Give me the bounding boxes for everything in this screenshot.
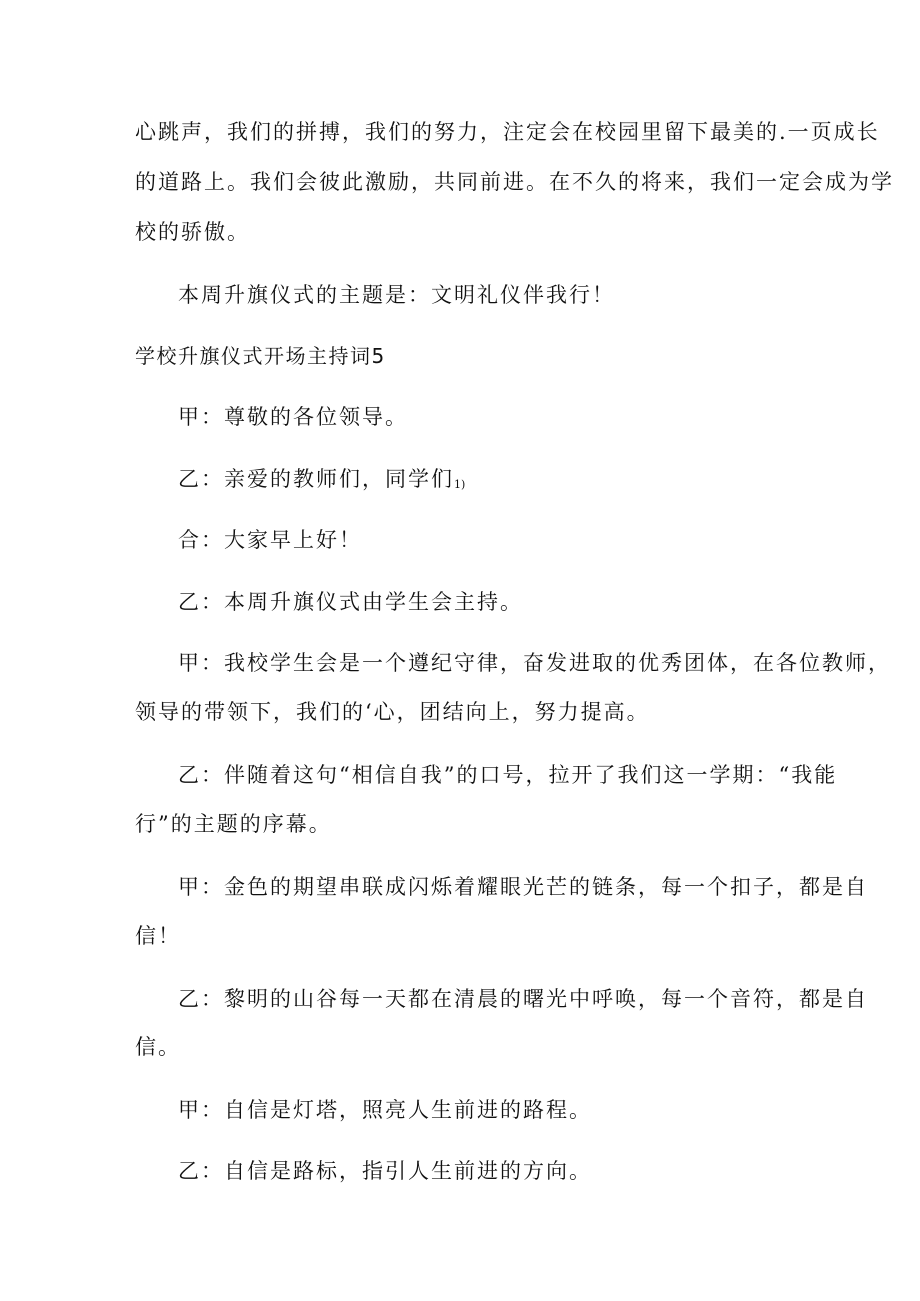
dialogue-line-8: 行”的主题的序幕。 xyxy=(135,812,332,836)
dialogue-line-6: 领导的带领下，我们的‘心，团结向上，努力提高。 xyxy=(135,700,650,724)
paragraph-line-2: 的道路上。我们会彼此激励，共同前进。在不久的将来，我们一定会成为学 xyxy=(135,170,894,194)
dialogue-line-12: 信。 xyxy=(135,1035,181,1059)
dialogue-line-13: 甲：自信是灯塔，照亮人生前进的路程。 xyxy=(178,1098,592,1122)
dialogue-line-9: 甲：金色的期望串联成闪烁着耀眼光芒的链条，每一个扣子，都是自 xyxy=(178,875,868,899)
paragraph-line-3: 校的骄傲。 xyxy=(135,220,250,244)
dialogue-line-10: 信！ xyxy=(135,924,181,948)
dialogue-line-7: 乙：伴随着这句“相信自我”的口号，拉开了我们这一学期：“我能 xyxy=(178,763,838,787)
footnote-mark: 1) xyxy=(454,478,466,491)
paragraph-line-1: 心跳声，我们的拼搏，我们的努力，注定会在校园里留下最美的.一页成长 xyxy=(135,120,880,144)
dialogue-line-2 xyxy=(178,464,465,500)
dialogue-line-5: 甲：我校学生会是一个遵纪守律，奋发进取的优秀团体，在各位教师， xyxy=(178,651,891,675)
dialogue-line-14: 乙：自信是路标，指引人生前进的方向。 xyxy=(178,1159,592,1183)
section-heading: 学校升旗仪式开场主持词5 xyxy=(135,344,386,368)
dialogue-line-4: 乙：本周升旗仪式由学生会主持。 xyxy=(178,590,523,614)
dialogue-line-2-text: 乙：亲爱的教师们，同学们 xyxy=(178,467,454,491)
dialogue-line-11: 乙：黎明的山谷每一天都在清晨的曙光中呼唤，每一个音符，都是自 xyxy=(178,987,868,1011)
dialogue-line-1: 甲：尊敬的各位领导。 xyxy=(178,405,408,429)
dialogue-line-3: 合：大家早上好！ xyxy=(178,528,362,552)
theme-line: 本周升旗仪式的主题是：文明礼仪伴我行！ xyxy=(178,283,615,307)
